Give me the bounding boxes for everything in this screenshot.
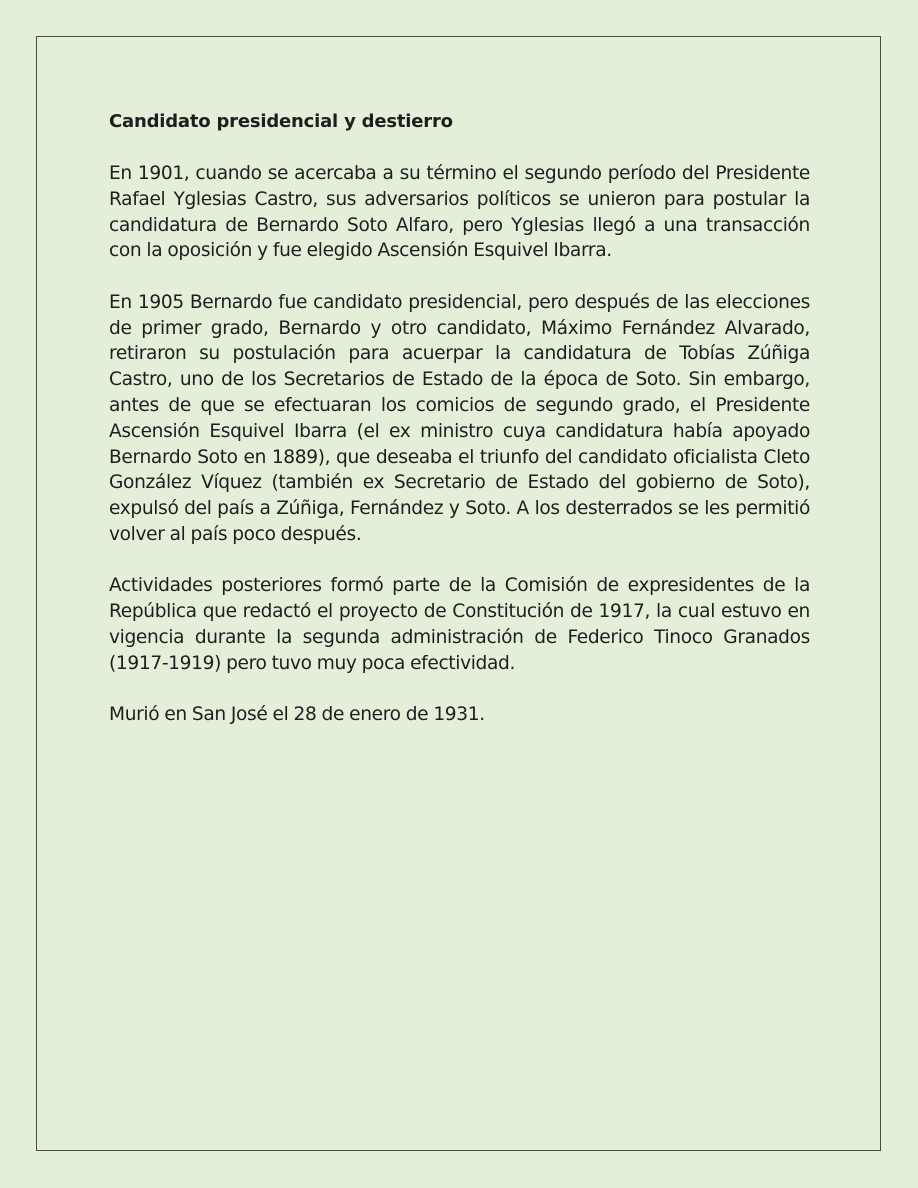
section-heading: Candidato presidencial y destierro: [109, 111, 453, 132]
paragraph-1901: En 1901, cuando se acercaba a su término el segundo período del Presidente Rafael Yglesias Castro, sus adversarios políticos se unieron para postular la candidatura de Bernardo Soto Alfaro, pero Yglesias llegó a una transacción con la oposición y fue elegido Ascensión Esquivel Ibarra.: [109, 163, 810, 262]
page-frame: [36, 36, 881, 1151]
paragraph-later-activities: Actividades posteriores formó parte de la Comisión de expresidentes de la República que redactó el proyecto de Constitución de 1917, la cual estuvo en vigencia durante la segunda administración de Federico Tinoco Granados (1917-1919) pero tuvo muy poca efectividad.: [109, 575, 810, 674]
document-body: [109, 109, 810, 754]
paragraph-1905: En 1905 Bernardo fue candidato presidencial, pero después de las elecciones de primer grado, Bernardo y otro candidato, Máximo Fernández Alvarado, retiraron su postulación para acuerpar la candidatura de Tobías Zúñiga Castro, uno de los Secretarios de Estado de la época de Soto. Sin embargo, antes de que se efectuaran los comicios de segundo grado, el Presidente Ascensión Esquivel Ibarra (el ex ministro cuya candidatura había apoyado Bernardo Soto en 1889), que deseaba el triunfo del candidato oficialista Cleto González Víquez (también ex Secretario de Estado del gobierno de Soto), expulsó del país a Zúñiga, Fernández y Soto. A los desterrados se les permitió volver al país poco después.: [109, 291, 810, 545]
paragraph-death: Murió en San José el 28 de enero de 1931.: [109, 704, 485, 726]
